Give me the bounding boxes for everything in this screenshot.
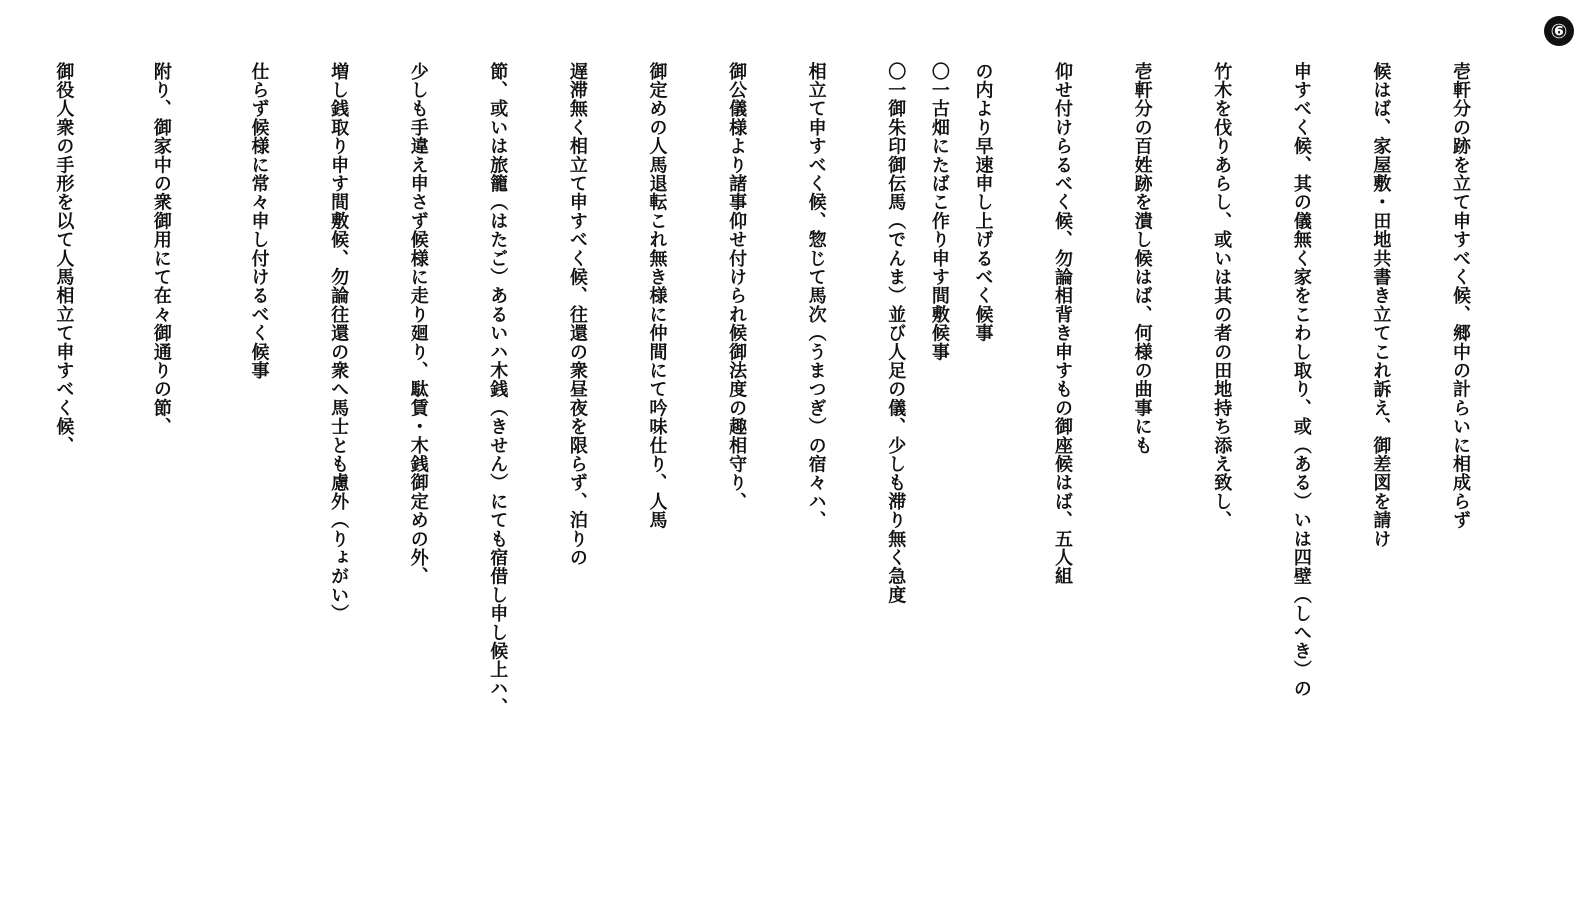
text-line: 御定めの人馬退転これ無き様に仲間にて吟味仕り、人馬 [646, 62, 668, 530]
text-line: 竹木を伐りあらし、或いは其の者の田地持ち添え致し、 [1211, 62, 1233, 530]
article-heading-line: 〇一古畑にたばこ作り申す間敷候事 [928, 62, 950, 362]
vertical-text-body [0, 62, 1518, 892]
text-line: 相立て申すべく候、惣じて馬次（うまつぎ）の宿々ハ、 [805, 62, 827, 530]
text-line [0, 62, 42, 892]
text-line: 壱軒分の跡を立て申すべく候、郷中の計らいに相成らず [1450, 62, 1471, 530]
text-line: 仰せ付けらるべく候、勿論相背き申すもの御座候はば、五人組 [1052, 62, 1074, 586]
text-line: の内より早速申し上げるべく候事 [972, 62, 994, 343]
text-line: 増し銭取り申す間敷候、勿論往還の衆へ馬士とも慮外（りょがい） [328, 62, 350, 623]
text-line: 壱軒分の百姓跡を潰し候はば、何様の曲事にも [1131, 62, 1153, 455]
article-heading-line: 〇一御朱印御伝馬（でんま）並び人足の儀、少しも滞り無く急度 [885, 62, 907, 605]
text-line: 申すべく候、其の儀無く家をこわし取り、或（ある）いは四壁（しへき）の [1290, 62, 1312, 698]
text-line: 遅滞無く相立て申すべく候、往還の衆昼夜を限らず、泊りの [566, 62, 588, 567]
text-line: 御公儀様より諸事仰せ付けられ候御法度の趣相守り、 [726, 62, 748, 511]
text-line: 節、或いは旅籠（はたご）あるいハ木銭（きせん）にても宿借し申し候上ハ、 [487, 62, 509, 717]
text-line: 附り、御家中の衆御用にて在々御通りの節、 [150, 62, 172, 436]
text-line: 候はば、家屋敷・田地共書き立てこれ訴え、御差図を請け [1370, 62, 1392, 549]
text-line: 仕らず候様に常々申し付けるべく候事 [248, 62, 270, 380]
text-line: 少しも手違え申さず候様に走り廻り、駄賃・木銭御定めの外、 [407, 62, 429, 586]
text-line: 御役人衆の手形を以て人馬相立て申すべく候、 [53, 62, 75, 455]
page-number-badge: ⑥ [1544, 16, 1574, 46]
